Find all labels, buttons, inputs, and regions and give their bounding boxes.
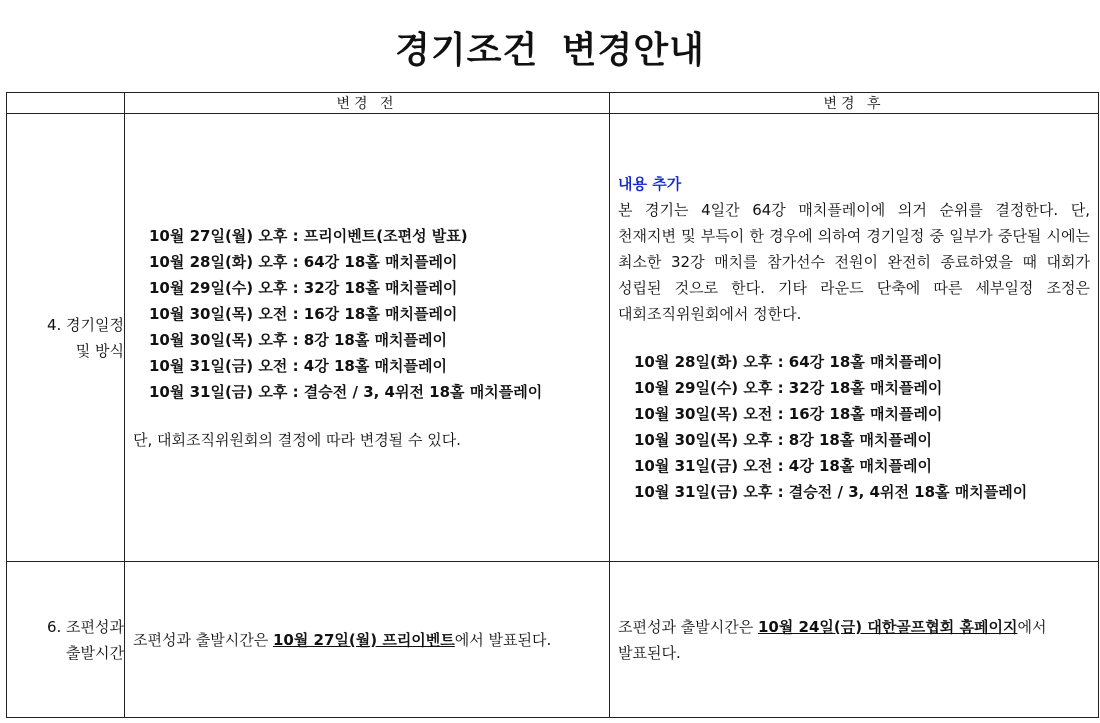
before-schedule-item: 10월 28일(화) 오후 : 64강 18홀 매치플레이 — [149, 252, 458, 271]
row-grouping-after-cell — [610, 562, 1099, 718]
row-schedule-label-line1: 4. 경기일정 — [46, 315, 124, 334]
row-grouping — [7, 562, 1099, 718]
after-schedule-item: 10월 29일(수) 오후 : 32강 18홀 매치플레이 — [634, 378, 943, 397]
added-content-label: 내용 추가 — [618, 174, 682, 193]
row-grouping-before-cell — [125, 562, 610, 718]
row-schedule-label-line2: 및 방식 — [75, 341, 124, 360]
after-schedule-item: 10월 31일(금) 오후 : 결승전 / 3, 4위전 18홀 매치플레이 — [634, 482, 1028, 501]
before-note: 단, 대회조직위원회의 결정에 따라 변경될 수 있다. — [133, 430, 461, 449]
row-grouping-label-line1: 6. 조편성과 — [46, 617, 124, 636]
after-schedule-item: 10월 30일(목) 오후 : 8강 18홀 매치플레이 — [634, 430, 932, 449]
before-grouping-suffix: 에서 발표된다. — [454, 630, 552, 649]
page-title: 경기조건 변경안내 — [395, 30, 705, 71]
before-grouping-prefix: 조편성과 출발시간은 — [133, 630, 273, 649]
row-grouping-label-line2: 출발시간 — [66, 643, 124, 662]
header-empty-cell — [7, 93, 125, 114]
after-grouping-suffix: 에서 발표된다. — [618, 617, 1047, 662]
before-schedule-item: 10월 27일(월) 오후 : 프리이벤트(조편성 발표) — [149, 226, 468, 245]
row-grouping-label — [7, 562, 125, 718]
row-schedule-before-cell — [125, 114, 610, 562]
before-schedule-item: 10월 30일(목) 오전 : 16강 18홀 매치플레이 — [149, 304, 458, 323]
after-grouping-emphasis: 10월 24일(금) 대한골프협회 홈페이지 — [757, 617, 1018, 636]
header-after: 변경 후 — [610, 93, 1099, 114]
before-schedule-item: 10월 31일(금) 오전 : 4강 18홀 매치플레이 — [149, 356, 447, 375]
after-schedule-item: 10월 31일(금) 오전 : 4강 18홀 매치플레이 — [634, 456, 932, 475]
after-schedule-item: 10월 28일(화) 오후 : 64강 18홀 매치플레이 — [634, 352, 943, 371]
header-row — [7, 93, 1099, 114]
row-schedule-label — [7, 114, 125, 562]
before-grouping-emphasis: 10월 27일(월) 프리이벤트 — [272, 630, 455, 649]
after-grouping-prefix: 조편성과 출발시간은 — [618, 617, 758, 636]
header-before: 변경 전 — [125, 93, 610, 114]
change-notice-table — [6, 92, 1099, 718]
after-paragraph: 본 경기는 4일간 64강 매치플레이에 의거 순위를 결정한다. 단, 천재지변 및 부득이 한 경우에 의하여 경기일정 중 일부가 중단될 시에는 최소한 32강 매치를 참가선수 전원이 완전히 종료하였을 때 대회가 성립된 것으로 한다. 기타 라운드 단축에 따른 세부일정 조정은 대회조직위원회에서 정한다. — [618, 200, 1090, 323]
row-schedule-after-cell — [610, 114, 1099, 562]
row-schedule — [7, 114, 1099, 562]
before-schedule-item: 10월 29일(수) 오후 : 32강 18홀 매치플레이 — [149, 278, 458, 297]
before-schedule-item: 10월 31일(금) 오후 : 결승전 / 3, 4위전 18홀 매치플레이 — [149, 382, 543, 401]
before-schedule-item: 10월 30일(목) 오후 : 8강 18홀 매치플레이 — [149, 330, 447, 349]
after-schedule-list — [618, 349, 1090, 505]
before-schedule-list — [133, 223, 601, 405]
after-schedule-item: 10월 30일(목) 오전 : 16강 18홀 매치플레이 — [634, 404, 943, 423]
